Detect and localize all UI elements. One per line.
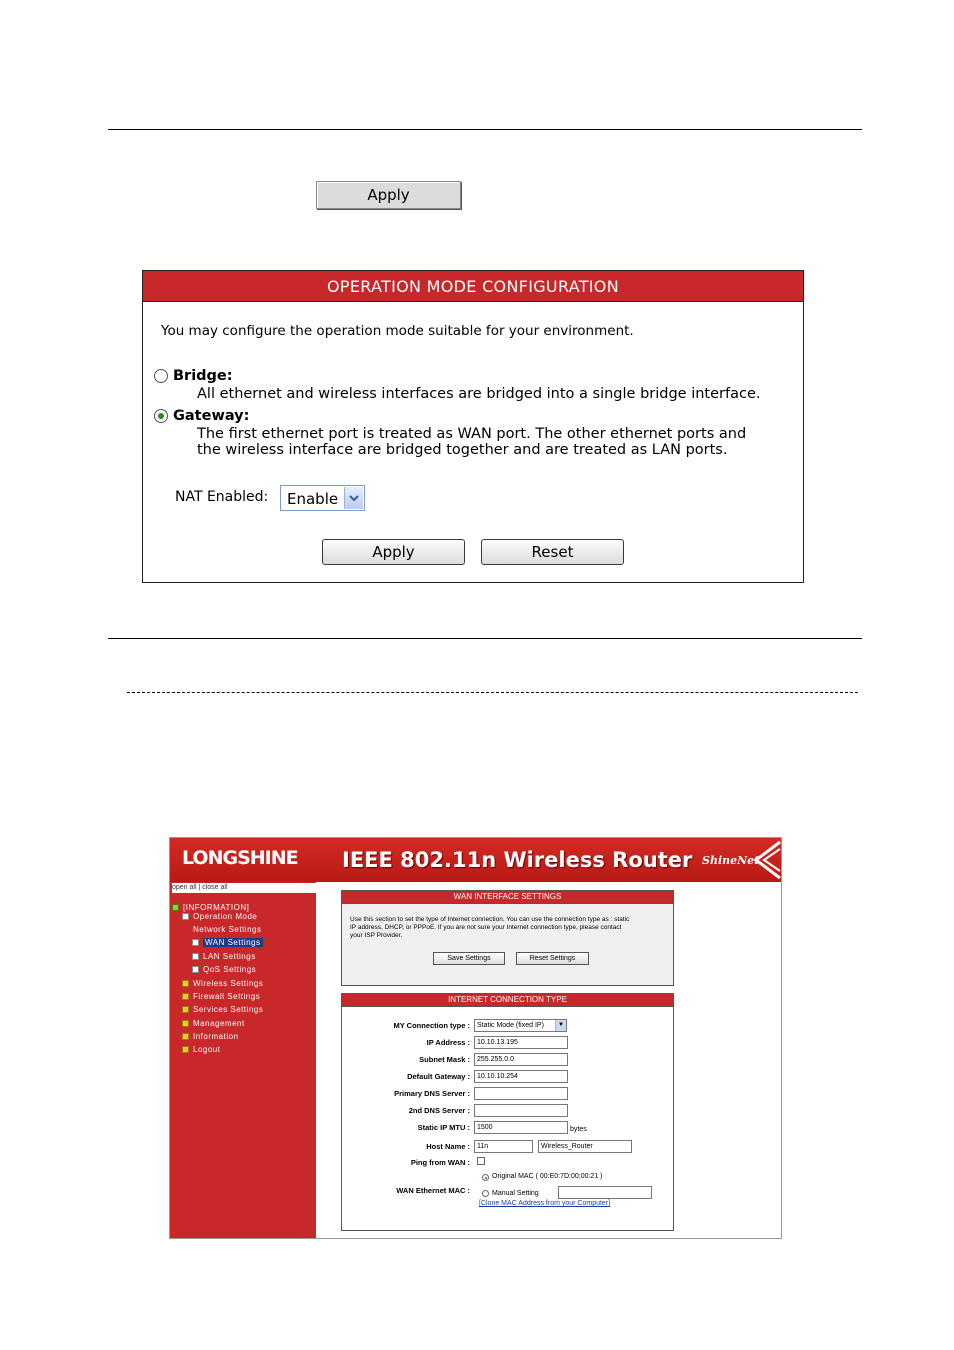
- wan-mac-label: WAN Ethernet MAC :: [396, 1186, 470, 1195]
- secondary-dns-input[interactable]: [474, 1104, 568, 1117]
- tree-item-services-settings[interactable]: Services Settings: [182, 1005, 263, 1014]
- wan-description-line1: Use this section to set the type of Internet connection. You can use the connection type as : static: [350, 916, 630, 923]
- internet-connection-title: INTERNET CONNECTION TYPE: [342, 994, 673, 1007]
- open-close-all-links[interactable]: open all | close all: [172, 883, 316, 893]
- internet-connection-panel: [341, 993, 674, 1231]
- op-reset-button[interactable]: Reset: [481, 539, 624, 565]
- manual-mac-radio[interactable]: [482, 1190, 489, 1197]
- tree-item-management[interactable]: Management: [182, 1019, 245, 1028]
- document-icon: [182, 913, 189, 920]
- mtu-unit: bytes: [570, 1126, 587, 1133]
- mtu-input[interactable]: 1500: [474, 1121, 568, 1134]
- gateway-radio[interactable]: [154, 409, 168, 423]
- gateway-description-line2: the wireless interface are bridged together and are treated as LAN ports.: [197, 442, 728, 458]
- original-mac-label: Original MAC ( 00:E0:7D:00:00:21 ): [492, 1173, 603, 1180]
- op-apply-button[interactable]: Apply: [322, 539, 465, 565]
- primary-dns-label: Primary DNS Server :: [394, 1089, 470, 1098]
- folder-icon: [182, 1006, 189, 1013]
- folder-icon: [182, 1020, 189, 1027]
- tree-item-wireless-settings[interactable]: Wireless Settings: [182, 979, 263, 988]
- primary-dns-input[interactable]: [474, 1087, 568, 1100]
- ping-from-wan-label: Ping from WAN :: [410, 1158, 470, 1167]
- manual-mac-input[interactable]: [558, 1186, 652, 1199]
- connection-type-label: MY Connection type :: [393, 1021, 470, 1030]
- folder-icon: [182, 1046, 189, 1053]
- secondary-dns-label: 2nd DNS Server :: [408, 1106, 470, 1115]
- document-icon: [192, 939, 199, 946]
- router-header: [170, 838, 781, 882]
- folder-icon: [182, 993, 189, 1000]
- tree-item-information[interactable]: [INFORMATION]: [172, 903, 249, 912]
- bridge-label: Bridge:: [173, 368, 233, 384]
- reset-settings-button[interactable]: Reset Settings: [516, 952, 589, 965]
- ip-address-input[interactable]: 10.10.13.195: [474, 1036, 568, 1049]
- save-settings-button[interactable]: Save Settings: [433, 952, 505, 965]
- manual-mac-label: Manual Setting: [492, 1190, 539, 1197]
- router-screenshot: [169, 837, 782, 1239]
- tree-item-wan-settings[interactable]: WAN Settings: [192, 938, 263, 947]
- folder-open-icon: [182, 926, 189, 933]
- arrow-emblem-icon: [752, 840, 782, 880]
- tree-item-firewall-settings[interactable]: Firewall Settings: [182, 992, 260, 1001]
- document-icon: [192, 966, 199, 973]
- host-name-label: Host Name :: [426, 1142, 470, 1151]
- operation-mode-intro: You may configure the operation mode suitable for your environment.: [161, 323, 634, 339]
- router-sidebar: [170, 882, 316, 1239]
- bridge-description: All ethernet and wireless interfaces are bridged into a single bridge interface.: [197, 386, 761, 402]
- chevron-down-icon: [344, 487, 363, 509]
- document-icon: [192, 953, 199, 960]
- wan-description-line3: your ISP Provider.: [350, 932, 403, 939]
- nat-enabled-select[interactable]: [280, 485, 365, 511]
- wan-interface-title: WAN INTERFACE SETTINGS: [342, 891, 673, 904]
- tree-item-logout[interactable]: Logout: [182, 1045, 220, 1054]
- bridge-radio[interactable]: [154, 369, 168, 383]
- middle-rule: [108, 638, 862, 639]
- folder-open-icon: [172, 904, 179, 911]
- nat-enabled-value: Enable: [287, 490, 339, 508]
- original-mac-radio[interactable]: [482, 1174, 489, 1181]
- default-gateway-input[interactable]: 10.10.10.254: [474, 1070, 568, 1083]
- apply-button[interactable]: Apply: [316, 181, 461, 209]
- tree-item-lan-settings[interactable]: LAN Settings: [192, 952, 256, 961]
- connection-type-select[interactable]: Static Mode (fixed IP) ▼: [474, 1019, 567, 1032]
- nat-enabled-label: NAT Enabled:: [175, 489, 269, 505]
- operation-mode-panel: [142, 270, 804, 583]
- tree-item-information-page[interactable]: Information: [182, 1032, 239, 1041]
- tree-item-qos-settings[interactable]: QoS Settings: [192, 965, 256, 974]
- router-title: IEEE 802.11n Wireless Router: [342, 848, 693, 872]
- chevron-down-icon: ▼: [555, 1020, 566, 1031]
- folder-icon: [182, 1033, 189, 1040]
- host-name-input[interactable]: 11n: [474, 1140, 533, 1153]
- ping-from-wan-checkbox[interactable]: [477, 1157, 485, 1165]
- gateway-label: Gateway:: [173, 408, 250, 424]
- folder-icon: [182, 980, 189, 987]
- shinenet-logo: ShineNet: [702, 854, 760, 867]
- subnet-mask-input[interactable]: 255.255.0.0: [474, 1053, 568, 1066]
- operation-mode-title: OPERATION MODE CONFIGURATION: [143, 271, 803, 302]
- ip-address-label: IP Address :: [426, 1038, 470, 1047]
- longshine-logo: LONGSHINE: [182, 847, 298, 869]
- gateway-description-line1: The first ethernet port is treated as WAN port. The other ethernet ports and: [197, 426, 747, 442]
- wan-interface-panel: [341, 890, 674, 986]
- clone-mac-link[interactable]: [Clone MAC Address from your Computer]: [479, 1200, 611, 1207]
- dashed-rule: [127, 692, 858, 693]
- host-name-input-2[interactable]: Wireless_Router: [538, 1140, 632, 1153]
- subnet-mask-label: Subnet Mask :: [419, 1055, 470, 1064]
- wan-description-line2: IP address, DHCP, or PPPoE. If you are not sure your Internet connection type, please contact: [350, 924, 622, 931]
- tree-item-operation-mode[interactable]: Operation Mode: [182, 912, 257, 921]
- mtu-label: Static IP MTU :: [417, 1123, 470, 1132]
- top-rule: [108, 129, 862, 130]
- default-gateway-label: Default Gateway :: [407, 1072, 470, 1081]
- tree-item-network-settings[interactable]: Network Settings: [182, 925, 261, 934]
